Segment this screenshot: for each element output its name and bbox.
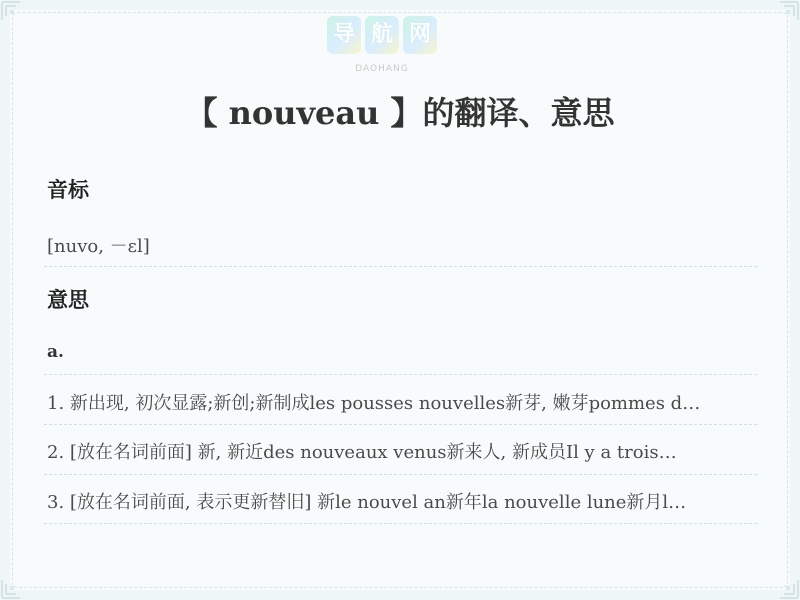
meaning-heading: 意思 (47, 287, 89, 312)
logo-subtitle: DAOHANG (355, 64, 409, 74)
divider (44, 266, 757, 267)
corner-ornament-top-left (0, 0, 36, 36)
logo-tiles (327, 16, 437, 54)
logo-tile: 网 (403, 16, 437, 54)
corner-ornament-bottom-right (764, 564, 800, 600)
corner-ornament-top-right (764, 0, 800, 36)
divider (44, 523, 757, 524)
logo-tile: 航 (365, 16, 399, 54)
logo-tile: 导 (327, 16, 361, 54)
phonetic-text: [nuvo, －ɛl] (47, 236, 150, 257)
site-logo[interactable] (327, 16, 437, 80)
divider (44, 374, 757, 375)
part-of-speech: a. (47, 342, 64, 362)
page-title: 【 nouveau 】的翻译、意思 (185, 94, 615, 132)
divider (44, 474, 757, 475)
corner-ornament-bottom-left (0, 564, 36, 600)
meaning-item: 1. 新出现, 初次显露;新创;新制成les pousses nouvelles新芽, 嫩芽pommes d… (47, 393, 701, 414)
meaning-item: 2. [放在名词前面] 新, 新近des nouveaux venus新来人, 新成员Il y a trois… (47, 442, 677, 463)
phonetic-heading: 音标 (47, 177, 89, 202)
divider (44, 424, 757, 425)
meaning-item: 3. [放在名词前面, 表示更新替旧] 新le nouvel an新年la nouvelle lune新月l… (47, 492, 687, 513)
